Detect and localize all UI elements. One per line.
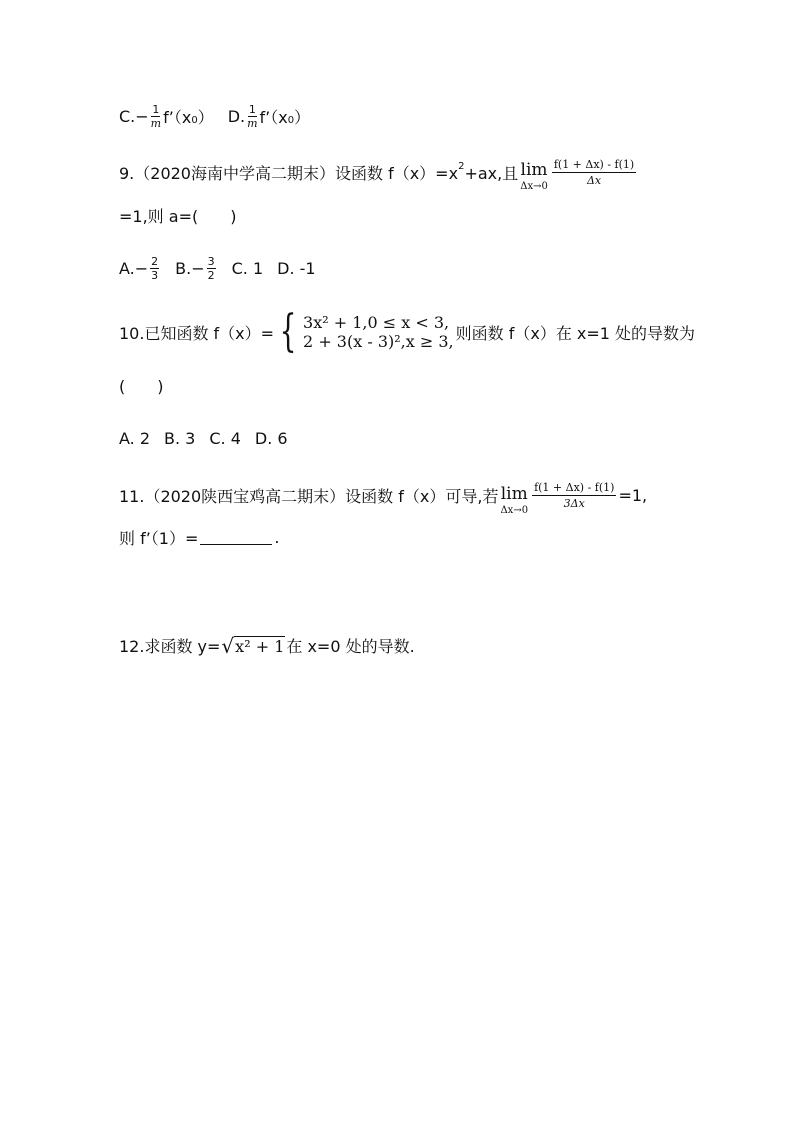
q8-option-c: C. − $\frac{1}{m}$ f’（x 0 ） [119,103,214,130]
q10-stem: 10.已知函数 f（x）= { 3x² + 1,0 ≤ x < 3, 2 + 3(x - 3)²,x ≥ 3, 则函数 f（x）在 x=1 处的导数为 [119,306,696,357]
q9-option-a: A. − $\frac{2}{3}$ [119,255,159,282]
piecewise-function [274,306,454,357]
q12-stem: 12.求函数 y= √ x² + 1 在 x=0 处的导数. [119,633,415,658]
left-brace: { [279,306,297,357]
fraction-2-over-3: $\frac{2}{3}$ [151,255,159,282]
square-root: √ x² + 1 [221,633,285,658]
q10-options-row [119,429,288,448]
q10-option-a: A. 2 [119,429,151,448]
q11-stem-line2: 则 f’（1）= . [119,528,280,548]
fraction-3-over-2: $\frac{3}{2}$ [207,255,215,282]
q9-stem-line2: =1,则 a=( ) [119,207,237,226]
q11-stem: 11.（2020陕西宝鸡高二期末）设函数 f（x）可导,若 lim Δx→0 $\frac{f(1 + \Delta x) - f(1)}{3\Delta x}$ =1, [119,480,648,516]
q9-option-b: B. − $\frac{3}{2}$ [175,255,215,282]
difference-quotient: $\frac{f(1 + \Delta x) - f(1)}{\Delta x}$ [553,157,635,187]
radical-sign: √ [221,633,235,658]
q9-stem: 9.（2020海南中学高二期末）设函数 f（x）=x 2 +ax,且 lim Δx→0 $\frac{f(1 + \Delta x) - f(1)}{\Delta x}$ [119,157,635,192]
q9-options-row [119,256,316,281]
q8-options-row [119,104,310,129]
q9-option-d: D. -1 [277,259,316,278]
q10-option-d: D. 6 [254,429,288,448]
case-1: 3x² + 1,0 ≤ x < 3, [303,312,450,332]
q8-option-d: D. $\frac{1}{m}$ f’（x 0 ） [227,103,311,130]
fraction-1-over-m: $\frac{1}{m}$ [247,103,258,130]
fraction-1-over-m: $\frac{1}{m}$ [150,103,162,130]
difference-quotient: $\frac{f(1 + \Delta x) - f(1)}{3\Delta x}$ [534,480,615,510]
limit-operator: lim Δx→0 [500,484,529,516]
case-2: 2 + 3(x - 3)²,x ≥ 3, [303,332,454,351]
limit-operator: lim Δx→0 [520,160,548,192]
q10-option-c: C. 4 [209,429,241,448]
answer-blank[interactable] [200,530,272,545]
q10-stem-line2: ( ) [119,377,164,396]
q10-option-b: B. 3 [164,429,196,448]
q9-option-c: C. 1 [231,259,264,278]
